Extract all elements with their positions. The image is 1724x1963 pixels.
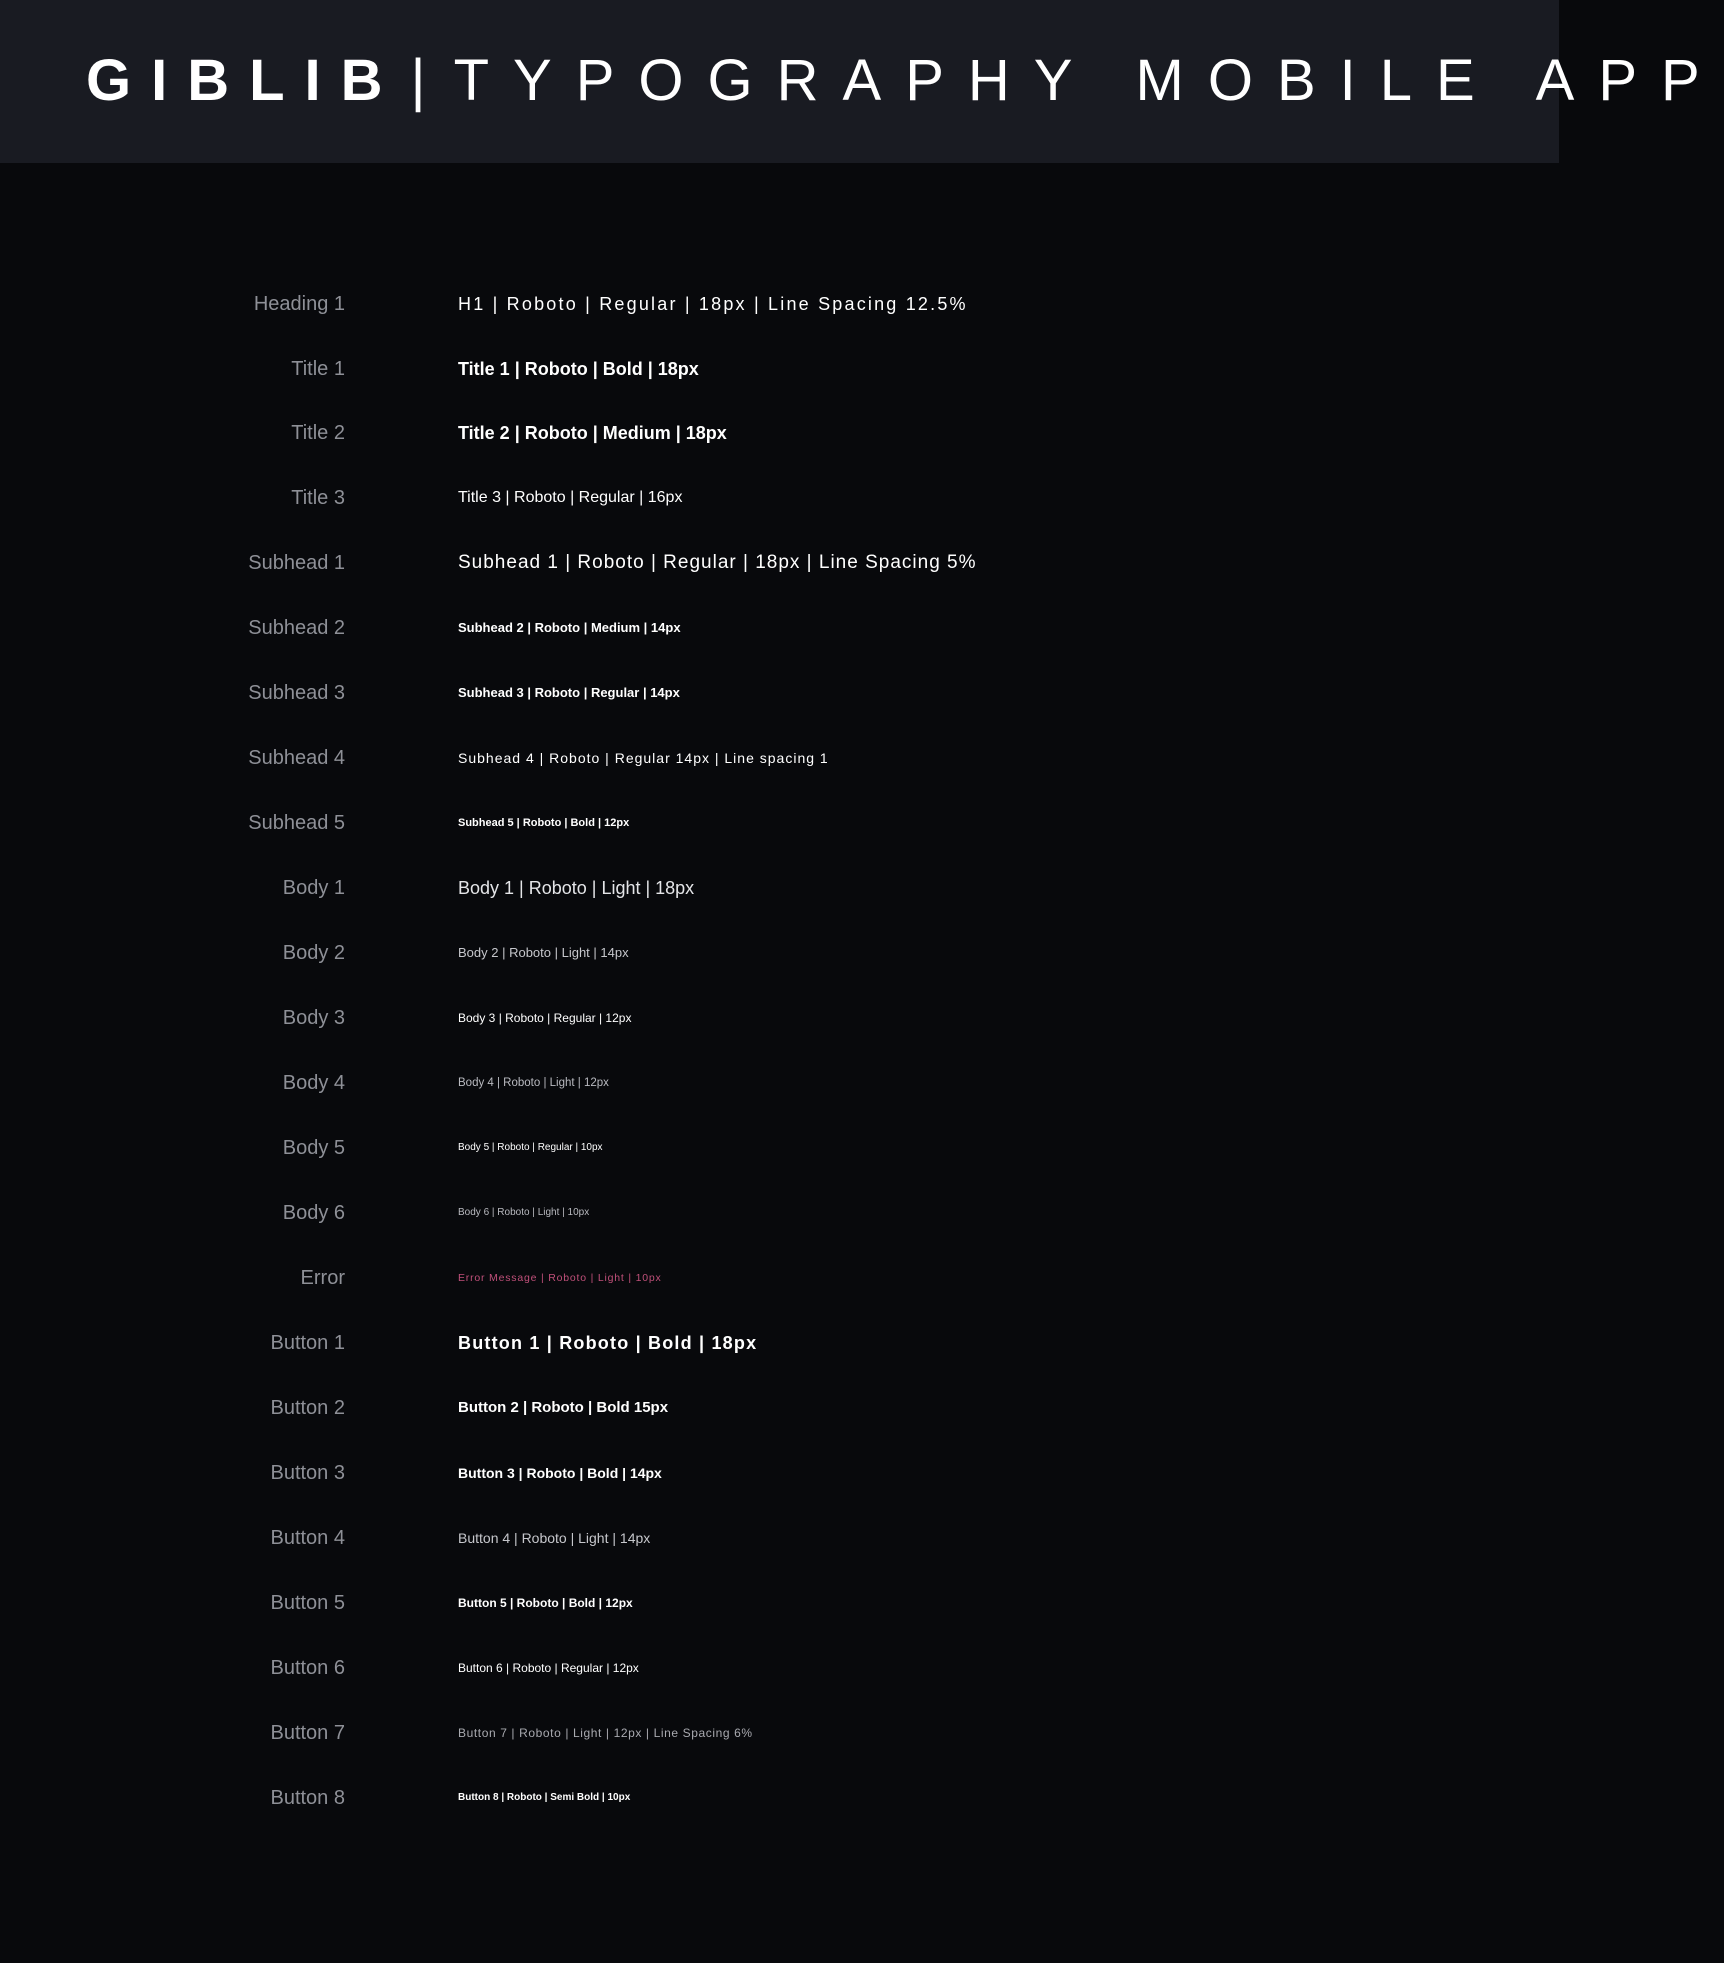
style-label: Button 6: [270, 1657, 345, 1679]
style-label: Button 7: [270, 1722, 345, 1744]
style-label: Body 3: [282, 1007, 345, 1029]
style-sample: Body 5 | Roboto | Regular | 10px: [458, 1142, 603, 1153]
style-label: Title 3: [291, 487, 345, 509]
style-sample: Body 6 | Roboto | Light | 10px: [458, 1207, 590, 1218]
style-label: Heading 1: [253, 293, 345, 315]
style-sample: Button 5 | Roboto | Bold | 12px: [458, 1596, 633, 1610]
style-sample: Subhead 4 | Roboto | Regular 14px | Line spacing 1: [458, 750, 829, 766]
style-sample: Button 3 | Roboto | Bold | 14px: [458, 1465, 662, 1481]
typography-row-heading-1: [0, 284, 1559, 324]
style-sample: Button 6 | Roboto | Regular | 12px: [458, 1661, 639, 1675]
style-sample: Title 1 | Roboto | Bold | 18px: [458, 359, 699, 379]
typography-row-button-3: [0, 1453, 1559, 1493]
style-label: Body 4: [282, 1072, 345, 1094]
style-label: Body 2: [282, 942, 345, 964]
title-separator: |: [410, 48, 426, 113]
style-label: Button 8: [270, 1787, 345, 1809]
typography-row-body-6: [0, 1193, 1559, 1233]
typography-row-button-2: [0, 1388, 1559, 1428]
typography-row-body-2: [0, 933, 1559, 973]
style-sample: Subhead 3 | Roboto | Regular | 14px: [458, 685, 680, 700]
typography-row-button-8: [0, 1778, 1559, 1818]
style-sample: Title 2 | Roboto | Medium | 18px: [458, 423, 727, 443]
typography-row-body-4: [0, 1063, 1559, 1103]
style-label: Subhead 2: [248, 617, 345, 639]
style-sample: Title 3 | Roboto | Regular | 16px: [458, 489, 683, 506]
style-label: Title 1: [291, 358, 345, 380]
typography-row-error: [0, 1258, 1559, 1298]
typography-row-subhead-3: [0, 673, 1559, 713]
style-sample: Button 7 | Roboto | Light | 12px | Line Spacing 6%: [458, 1726, 753, 1740]
style-label: Title 2: [291, 422, 345, 444]
typography-row-subhead-1: [0, 543, 1559, 583]
typography-row-title-1: [0, 349, 1559, 389]
style-label: Body 6: [282, 1202, 345, 1224]
style-sample: Subhead 1 | Roboto | Regular | 18px | Line Spacing 5%: [458, 552, 977, 573]
style-sample: Body 1 | Roboto | Light | 18px: [458, 878, 695, 898]
page-header: [0, 0, 1724, 163]
style-sample: H1 | Roboto | Regular | 18px | Line Spacing 12.5%: [458, 294, 968, 314]
style-label: Button 1: [270, 1332, 345, 1354]
error-sample: Error Message | Roboto | Light | 10px: [458, 1272, 662, 1284]
style-label: Error: [300, 1267, 345, 1289]
typography-row-button-7: [0, 1713, 1559, 1753]
style-label: Subhead 1: [248, 552, 345, 574]
style-sample: Body 4 | Roboto | Light | 12px: [458, 1077, 609, 1089]
style-label: Button 4: [270, 1527, 345, 1549]
page-subtitle: TYPOGRAPHY MOBILE APP: [453, 48, 1724, 113]
style-sample: Body 3 | Roboto | Regular | 12px: [458, 1011, 632, 1025]
style-label: Body 1: [282, 877, 345, 899]
style-label: Subhead 4: [248, 747, 345, 769]
style-sample: Button 1 | Roboto | Bold | 18px: [458, 1333, 758, 1353]
style-label: Button 3: [270, 1462, 345, 1484]
typography-row-button-5: [0, 1583, 1559, 1623]
typography-row-body-1: [0, 868, 1559, 908]
typography-row-button-6: [0, 1648, 1559, 1688]
typography-row-body-3: [0, 998, 1559, 1038]
style-label: Body 5: [282, 1137, 345, 1159]
typography-row-button-4: [0, 1518, 1559, 1558]
style-sample: Subhead 5 | Roboto | Bold | 12px: [458, 817, 630, 829]
typography-row-title-2: [0, 413, 1559, 453]
style-sample: Button 8 | Roboto | Semi Bold | 10px: [458, 1792, 631, 1803]
style-sample: Body 2 | Roboto | Light | 14px: [458, 945, 629, 960]
style-sample: Subhead 2 | Roboto | Medium | 14px: [458, 620, 681, 635]
style-sample: Button 2 | Roboto | Bold 15px: [458, 1399, 669, 1416]
typography-row-body-5: [0, 1128, 1559, 1168]
typography-row-button-1: [0, 1323, 1559, 1363]
style-label: Subhead 5: [248, 812, 345, 834]
typography-row-subhead-2: [0, 608, 1559, 648]
typography-row-title-3: [0, 478, 1559, 518]
style-label: Subhead 3: [248, 682, 345, 704]
style-sample: Button 4 | Roboto | Light | 14px: [458, 1530, 651, 1546]
brand-name: GIBLIB: [86, 48, 403, 113]
typography-row-subhead-4: [0, 738, 1559, 778]
style-label: Button 2: [270, 1397, 345, 1419]
page-title: [86, 46, 1724, 116]
style-label: Button 5: [270, 1592, 345, 1614]
typography-row-subhead-5: [0, 803, 1559, 843]
